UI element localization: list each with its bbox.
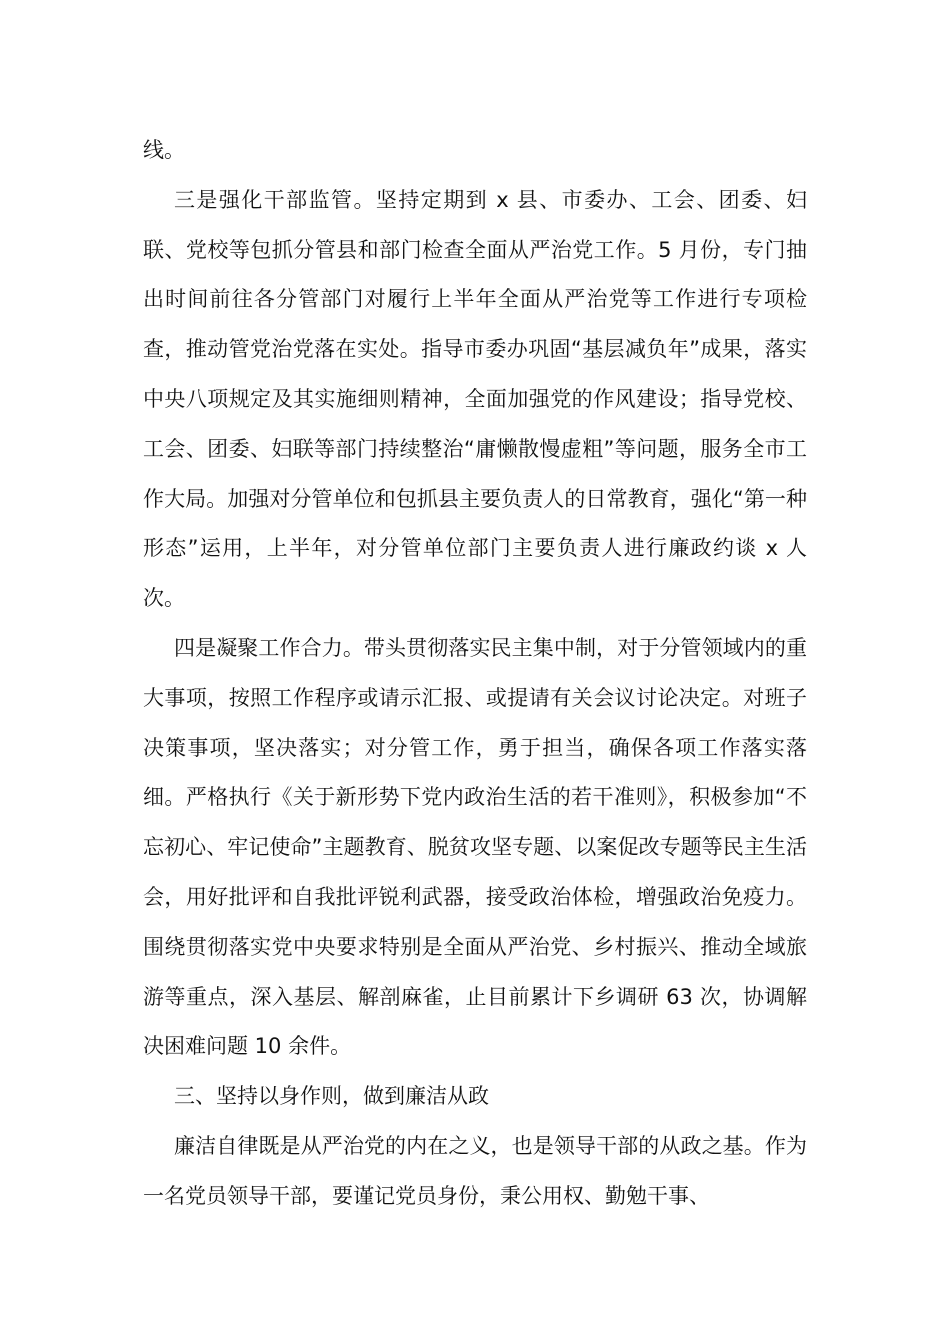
paragraph-continuation: 线。	[143, 138, 185, 162]
document-body	[143, 126, 807, 1222]
paragraph-self-discipline: 廉洁自律既是从严治党的内在之义，也是领导干部的从政之基。作为一名党员领导干部，要谨记党员身份，秉公用权、勤勉干事、	[143, 1133, 807, 1208]
paragraph-work-synergy: 四是凝聚工作合力。带头贯彻落实民主集中制，对于分管领域内的重大事项，按照工作程序或请示汇报、或提请有关会议讨论决定。对班子决策事项，坚决落实；对分管工作，勇于担当，确保各项工作落实落细。严格执行《关于新形势下党内政治生活的若干准则》，积极参加“不忘初心、牢记使命”主题教育、脱贫攻坚专题、以案促改专题等民主生活会，用好批评和自我批评锐利武器，接受政治体检，增强政治免疫力。围绕贯彻落实党中央要求特别是全面从严治党、乡村振兴、推动全域旅游等重点，深入基层、解剖麻雀，止目前累计下乡调研 63 次，协调解决困难问题 10 余件。	[143, 635, 807, 1059]
section-heading-integrity: 三、坚持以身作则，做到廉洁从政	[174, 1084, 489, 1109]
paragraph-cadre-supervision: 三是强化干部监管。坚持定期到 x 县、市委办、工会、团委、妇联、党校等包抓分管县和部门检查全面从严治党工作。5 月份，专门抽出时间前往各分管部门对履行上半年全面从严治党等工作进行专项检查，推动管党治党落在实处。指导市委办巩固“基层减负年”成果，落实中央八项规定及其实施细则精神，全面加强党的作风建设；指导党校、工会、团委、妇联等部门持续整治“庸懒散慢虚粗”等问题，服务全市工作大局。加强对分管单位和包抓县主要负责人的日常教育，强化“第一种形态”运用，上半年，对分管单位部门主要负责人进行廉政约谈 x 人次。	[143, 187, 807, 611]
